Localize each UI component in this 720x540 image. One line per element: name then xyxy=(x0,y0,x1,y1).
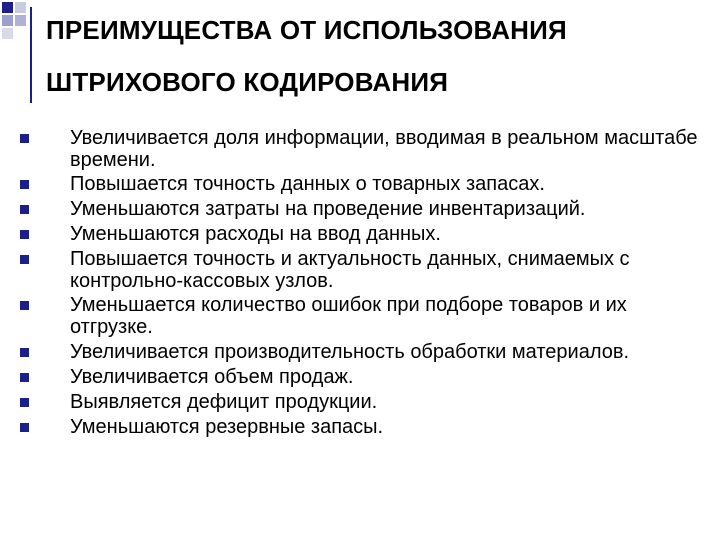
list-item xyxy=(20,392,710,414)
bullet-text: Выявляется дефицит продукции. xyxy=(70,390,378,413)
square-bullet-icon xyxy=(20,301,29,310)
bullet-text: Уменьшаются расходы на ввод данных. xyxy=(70,223,441,246)
list-item xyxy=(20,417,710,439)
title-rule xyxy=(30,7,32,103)
bullet-text: Уменьшаются резервные запасы. xyxy=(70,415,384,438)
list-item xyxy=(20,249,710,292)
list-item xyxy=(20,295,710,338)
square-bullet-icon xyxy=(20,230,29,239)
square-bullet-icon xyxy=(20,373,29,382)
bullet-text: Повышается точность и актуальность данных, снимаемых с контрольно-кассовых узлов. xyxy=(70,248,630,292)
square-bullet-icon xyxy=(20,348,29,357)
bullet-text: Уменьшается количество ошибок при подборе товаров и их отгрузке. xyxy=(70,294,627,338)
square-bullet-icon xyxy=(20,255,29,264)
bullet-text: Уменьшаются затраты на проведение инвентаризаций. xyxy=(70,198,586,221)
square-bullet-icon xyxy=(20,205,29,214)
list-item xyxy=(20,342,710,364)
bullet-text: Увеличивается производительность обработки материалов. xyxy=(70,340,630,363)
bullet-text: Повышается точность данных о товарных запасах. xyxy=(70,173,545,196)
square-bullet-icon xyxy=(20,134,29,143)
bullet-text: Увеличивается объем продаж. xyxy=(70,365,354,388)
square-bullet-icon xyxy=(20,398,29,407)
list-item xyxy=(20,199,710,221)
bullet-list xyxy=(20,128,710,441)
bullet-text: Увеличивается доля информации, вводимая в реальном масштабе времени. xyxy=(70,127,698,171)
list-item xyxy=(20,128,710,171)
list-item xyxy=(20,367,710,389)
corner-squares-icon xyxy=(0,0,48,54)
slide-title: ПРЕИМУЩЕСТВА ОТ ИСПОЛЬЗОВАНИЯ ШТРИХОВОГО КОДИРОВАНИЯ xyxy=(46,15,567,97)
list-item xyxy=(20,224,710,246)
square-bullet-icon xyxy=(20,423,29,432)
square-bullet-icon xyxy=(20,180,29,189)
list-item xyxy=(20,174,710,196)
